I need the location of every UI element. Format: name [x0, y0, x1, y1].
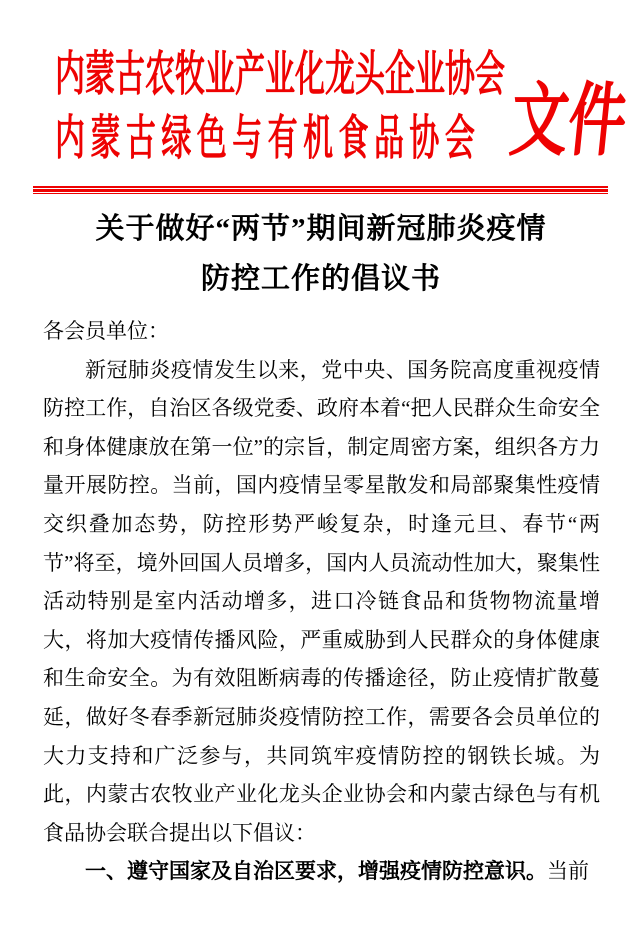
- salutation: 各会员单位：: [43, 319, 169, 343]
- document-body: [0, 304, 642, 892]
- document-title: [0, 194, 642, 304]
- document-title-line-2: 防控工作的倡议书: [200, 263, 441, 295]
- proposal-item-1-text: 当前: [547, 859, 589, 884]
- letterhead: [0, 0, 642, 194]
- document-word-label: 文件: [506, 78, 631, 166]
- body-paragraph-1: 新冠肺炎疫情发生以来，党中央、国务院高度重视疫情防控工作，自治区各级党委、政府本着“把人民群众生命安全和身体健康放在第一位”的宗旨，制定周密方案，组织各方力量开展防控。当前，国内疫情呈零星散发和局部聚集性疫情交织叠加态势，防控形势严峻复杂，时逢元旦、春节“两节”将至，境外回国人员增多，国内人员流动性加大，聚集性活动特别是室内活动增多，进口冷链食品和货物物流量增大，将加大疫情传播风险，严重威胁到人民群众的身体健康和生命安全。为有效阻断病毒的传播途径，防止疫情扩散蔓延，做好冬春季新冠肺炎疫情防控工作，需要各会员单位的大力支持和广泛参与，共同筑牢疫情防控的钢铁长城。为此，内蒙古农牧业产业化龙头企业协会和内蒙古绿色与有机食品协会联合提出以下倡议：: [43, 357, 600, 845]
- body-paragraph-2: [43, 852, 600, 892]
- document-title-line-1: 关于做好“两节”期间新冠肺炎疫情: [95, 213, 547, 245]
- red-divider-line: [33, 186, 608, 194]
- issuing-org-2-name: 内蒙古绿色与有机食品协会: [55, 112, 481, 165]
- proposal-item-1-heading: 一、遵守国家及自治区要求，增强疫情防控意识。: [85, 860, 547, 884]
- issuing-org-1-name: 内蒙古农牧业产业化龙头企业协会: [55, 48, 506, 101]
